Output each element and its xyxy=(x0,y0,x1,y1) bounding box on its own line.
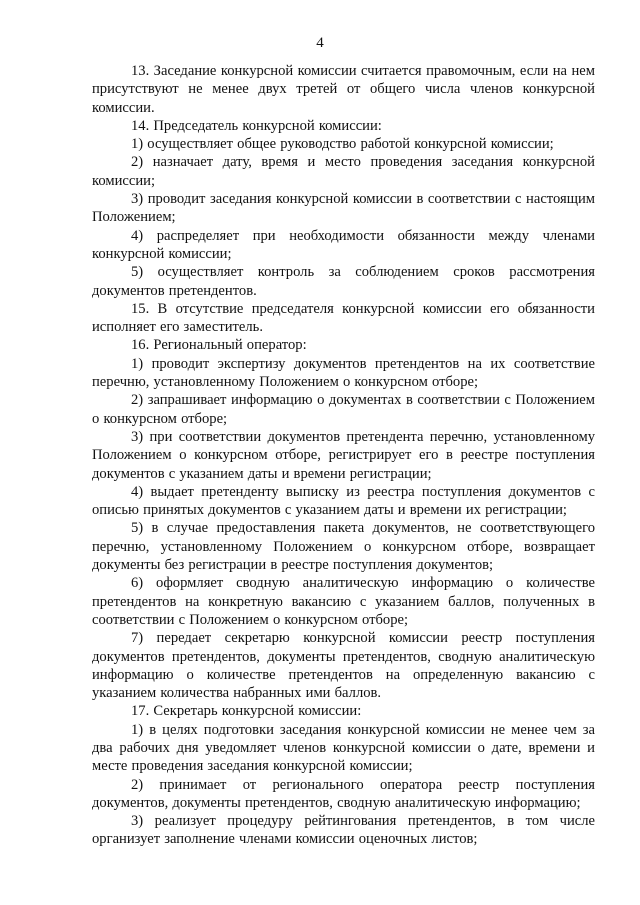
paragraph-17-heading: 17. Секретарь конкурсной комиссии: xyxy=(131,703,362,720)
list-item: 5) в случае предоставления пакета документов, не соответствующего перечню, установленному Положением о конкурсном отборе, возвращает документы без регистрации в реестре поступления документов; xyxy=(92,520,595,574)
page-number: 4 xyxy=(316,35,324,51)
list-item: 3) реализует процедуру рейтингования претендентов, в том числе организует заполнение членами комиссии оценочных листов; xyxy=(92,813,595,848)
list-item: 6) оформляет сводную аналитическую информацию о количестве претендентов на конкретную вакансию с указанием баллов, полученных в соответствии с Положением о конкурсном отборе; xyxy=(92,575,595,628)
document-body xyxy=(92,62,595,849)
list-item: 5) осуществляет контроль за соблюдением сроков рассмотрения документов претендентов. xyxy=(92,264,595,299)
list-item: 2) принимает от регионального оператора реестр поступления документов, документы претендентов, сводную аналитическую информацию; xyxy=(92,776,595,811)
paragraph-13: 13. Заседание конкурсной комиссии считается правомочным, если на нем присутствуют не менее двух третей от общего числа членов конкурсной комиссии. xyxy=(92,63,595,116)
list-item: 4) выдает претенденту выписку из реестра поступления документов с описью принятых документов с указанием даты и времени их регистрации; xyxy=(92,483,595,519)
paragraph-16-heading: 16. Региональный оператор: xyxy=(131,337,307,354)
list-item: 4) распределяет при необходимости обязанности между членами конкурсной комиссии; xyxy=(92,227,595,262)
list-item: 1) осуществляет общее руководство работой конкурсной комиссии; xyxy=(131,136,554,153)
paragraph-14-heading: 14. Председатель конкурсной комиссии: xyxy=(131,117,382,134)
list-item: 3) проводит заседания конкурсной комиссии в соответствии с настоящим Положением; xyxy=(92,191,595,226)
list-item: 1) проводит экспертизу документов претендентов на их соответствие перечню, установленному Положением о конкурсном отборе; xyxy=(92,355,595,391)
list-item: 2) назначает дату, время и место проведения заседания конкурсной комиссии; xyxy=(92,154,595,189)
list-item: 7) передает секретарю конкурсной комиссии реестр поступления документов претендентов, документы претендентов, сводную аналитическую информацию о количестве претендентов на определенную вакансию с указанием количества набранных ими баллов. xyxy=(92,630,595,702)
list-item: 2) запрашивает информацию о документах в соответствии с Положением о конкурсном отборе; xyxy=(92,392,595,427)
paragraph-15: 15. В отсутствие председателя конкурсной комиссии его обязанности исполняет его заместитель. xyxy=(92,300,595,336)
list-item: 1) в целях подготовки заседания конкурсной комиссии не менее чем за два рабочих дня уведомляет членов конкурсной комиссии о дате, времени и месте проведения заседания конкурсной комиссии; xyxy=(92,721,595,775)
list-item: 3) при соответствии документов претендента перечню, установленному Положением о конкурсном отборе, регистрирует его в реестре поступления документов с указанием даты и времени регистрации; xyxy=(92,428,595,482)
